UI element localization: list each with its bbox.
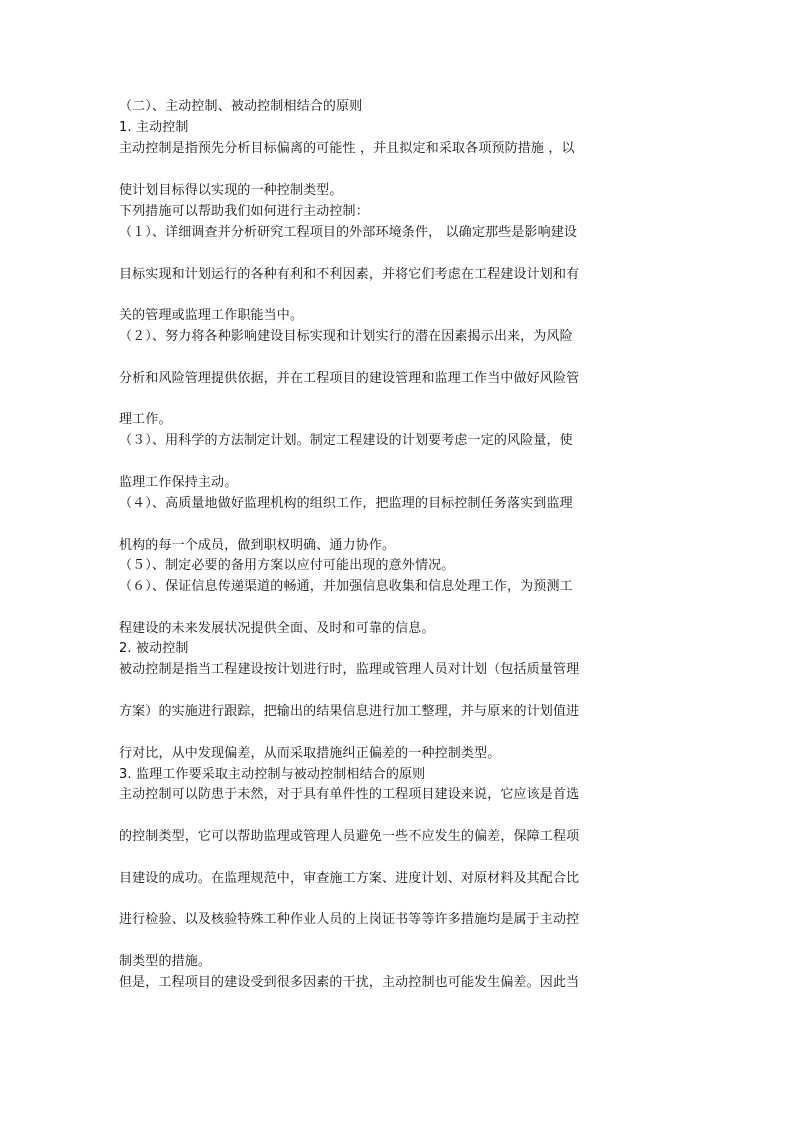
paragraph-line: 目建设的成功。在监理规范中，审查施工方案、进度计划、对原材料及其配合比 <box>119 871 580 886</box>
list-item-line: （１）、详细调查并分析研究工程项目的外部环境条件， 以确定那些是影响建设 <box>119 225 578 240</box>
paragraph-line: 主动控制是指预先分析目标偏离的可能性 ，并且拟定和采取各项预防措施 ，以 <box>119 141 575 156</box>
list-item-line: （３）、用科学的方法制定计划。制定工程建设的计划要考虑一定的风险量，使 <box>119 433 573 448</box>
paragraph-line: 主动控制可以防患于未然，对于具有单件性的工程项目建设来说，它应该是首选 <box>119 787 580 802</box>
paragraph-line: 的控制类型，它可以帮助监理或管理人员避免一些不应发生的偏差，保障工程项 <box>119 829 580 844</box>
section-heading: （二）、主动控制、被动控制相结合的原则 <box>119 99 363 114</box>
paragraph-line: 行对比，从中发现偏差，从而采取措施纠正偏差的一种控制类型。 <box>119 746 501 761</box>
list-item-line: 关的管理或监理工作职能当中。 <box>119 308 304 323</box>
list-item-line: （４）、高质量地做好监理机构的组织工作，把监理的目标控制任务落实到监理 <box>119 496 573 511</box>
list-item-line: （６）、保证信息传递渠道的畅通，并加强信息收集和信息处理工作，为预测工 <box>119 579 573 594</box>
paragraph-line: 下列措施可以帮助我们如何进行主动控制： <box>119 204 369 219</box>
subheading-active-control: 1. 主动控制 <box>119 120 189 135</box>
subheading-passive-control: 2. 被动控制 <box>119 641 189 656</box>
list-item-line: 程建设的未来发展状况提供全面、及时和可靠的信息。 <box>119 621 435 636</box>
list-item-line: 监理工作保持主动。 <box>119 475 238 490</box>
subheading-combined-principle: 3. 监理工作要采取主动控制与被动控制相结合的原则 <box>119 767 426 782</box>
list-item-line: 分析和风险管理提供依据，并在工程项目的建设管理和监理工作当中做好风险管 <box>119 371 580 386</box>
paragraph-line: 使计划目标得以实现的一种控制类型。 <box>119 183 343 198</box>
list-item-line: （５）、制定必要的备用方案以应付可能出现的意外情况。 <box>119 558 455 573</box>
list-item-line: （２）、努力将各种影响建设目标实现和计划实行的潜在因素揭示出来，为风险 <box>119 329 573 344</box>
paragraph-line: 进行检验、以及核验特殊工种作业人员的上岗证书等等许多措施均是属于主动控 <box>119 912 580 927</box>
list-item-line: 理工作。 <box>119 412 172 427</box>
paragraph-line: 制类型的措施。 <box>119 954 212 969</box>
list-item-line: 目标实现和计划运行的各种有利和不利因素，并将它们考虑在工程建设计划和有 <box>119 267 580 282</box>
paragraph-line: 方案）的实施进行跟踪，把输出的结果信息进行加工整理，并与原来的计划值进 <box>119 704 580 719</box>
paragraph-line: 被动控制是指当工程建设按计划进行时，监理或管理人员对计划（包括质量管理 <box>119 662 580 677</box>
list-item-line: 机构的每一个成员，做到职权明确、通力协作。 <box>119 538 396 553</box>
paragraph-line: 但是，工程项目的建设受到很多因素的干扰，主动控制也可能发生偏差。因此当 <box>119 975 580 990</box>
